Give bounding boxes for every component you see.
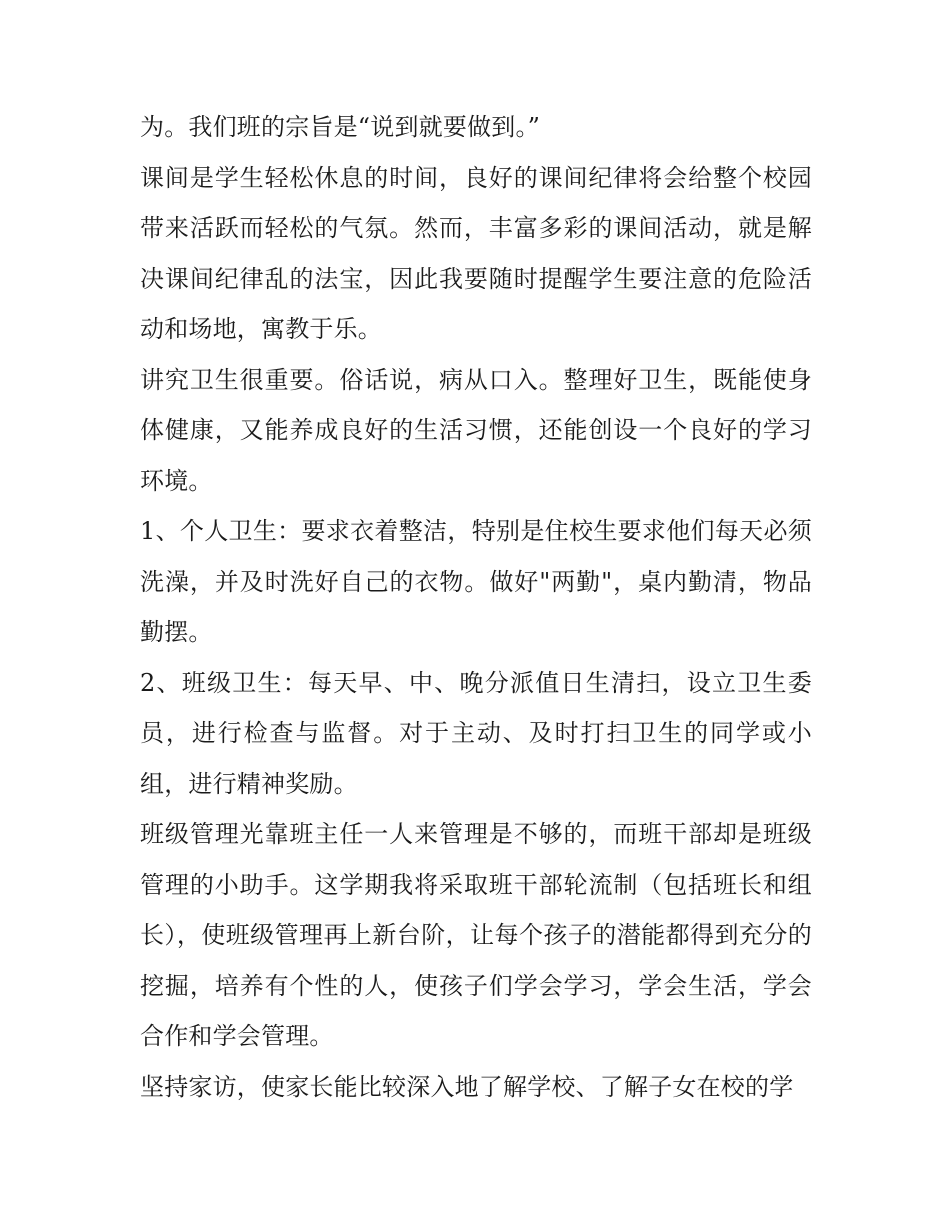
paragraph-6: 班级管理光靠班主任一人来管理是不够的，而班干部却是班级管理的小助手。这学期我将采取班干部轮流制（包括班长和组长），使班级管理再上新台阶，让每个孩子的潜能都得到充分的挖掘，培养有个性的人，使孩子们学会学习，学会生活，学会合作和学会管理。 [140, 820, 812, 1050]
paragraph-7: 坚持家访，使家长能比较深入地了解学校、了解子女在校的学 [140, 1072, 794, 1101]
paragraph-4: 1、个人卫生：要求衣着整洁，特别是住校生要求他们每天必须洗澡，并及时洗好自己的衣物。做好"两勤"，桌内勤清，物品勤摆。 [140, 517, 812, 646]
paragraph-5: 2、班级卫生：每天早、中、晚分派值日生清扫，设立卫生委员，进行检查与监督。对于主动、及时打扫卫生的同学或小组，进行精神奖励。 [140, 668, 812, 798]
paragraph-1: 为。我们班的宗旨是“说到就要做到。” [140, 113, 541, 141]
document-body [140, 102, 812, 1112]
paragraph-2: 课间是学生轻松休息的时间，良好的课间纪律将会给整个校园带来活跃而轻松的气氛。然而，丰富多彩的课间活动，就是解决课间纪律乱的法宝，因此我要随时提醒学生要注意的危险活动和场地，寓教于乐。 [140, 163, 812, 343]
paragraph-3: 讲究卫生很重要。俗话说，病从口入。整理好卫生，既能使身体健康，又能养成良好的生活习惯，还能创设一个良好的学习环境。 [140, 365, 812, 495]
